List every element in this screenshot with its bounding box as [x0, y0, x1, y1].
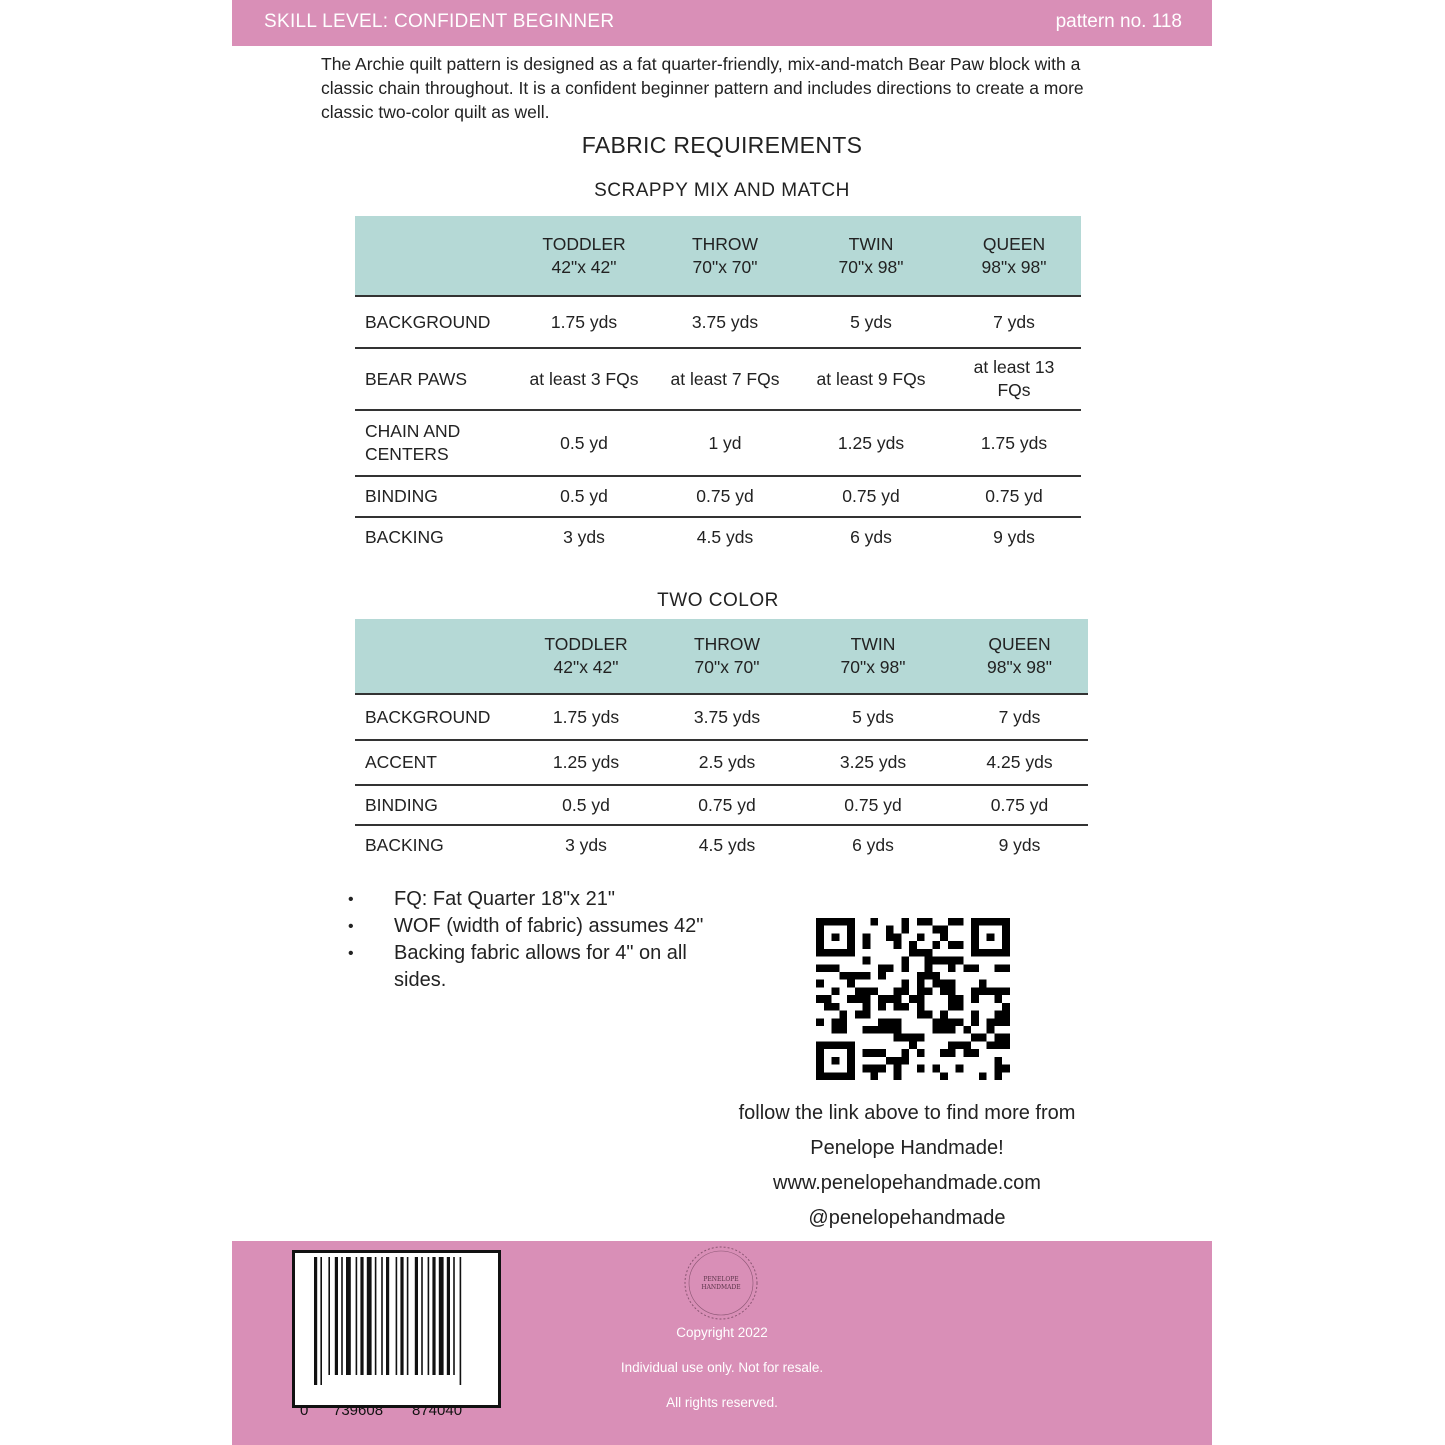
social-handle[interactable]: @penelopehandmade — [808, 1207, 1006, 1229]
table-cell: 1 yd — [655, 410, 795, 476]
table-cell: 4.5 yds — [696, 527, 754, 547]
two-color-requirements-table — [355, 619, 1088, 865]
svg-text:PENELOPE: PENELOPE — [703, 1276, 739, 1283]
table-cell: 9 yds — [993, 527, 1035, 547]
barcode-digit-group-1: 739608 — [333, 1402, 384, 1419]
table-header-row — [355, 619, 1088, 694]
table-row — [355, 517, 1081, 557]
row-label: BINDING — [355, 785, 513, 825]
table-cell: 0.75 yd — [951, 785, 1088, 825]
table-row — [355, 348, 1081, 410]
column-header-twin: TWIN 70"x 98" — [795, 216, 947, 296]
penelope-handmade-logo — [681, 1243, 761, 1323]
column-header-toddler: TODDLER 42"x 42" — [513, 216, 655, 296]
table-cell: 7 yds — [947, 296, 1081, 348]
column-header-queen: QUEEN 98"x 98" — [947, 216, 1081, 296]
table-row — [355, 296, 1081, 348]
usage-text: Individual use only. Not for resale. — [620, 1360, 824, 1375]
table-cell: at least 3 FQs — [513, 348, 655, 410]
rights-text: All rights reserved. — [666, 1395, 778, 1410]
table-cell: 1.25 yds — [513, 740, 659, 785]
corner-cell — [355, 216, 513, 296]
table-cell: 1.25 yds — [795, 410, 947, 476]
table-cell: 0.75 yd — [659, 785, 795, 825]
column-header-queen: QUEEN 98"x 98" — [951, 619, 1088, 694]
table-cell: 0.5 yd — [513, 476, 655, 517]
table-row — [355, 740, 1088, 785]
row-label: CHAIN AND CENTERS — [355, 410, 513, 476]
column-header-throw: THROW 70"x 70" — [655, 216, 795, 296]
barcode-digit-left: 0 — [300, 1402, 309, 1419]
table-cell: at least 9 FQs — [795, 348, 947, 410]
skill-level: SKILL LEVEL: CONFIDENT BEGINNER — [264, 11, 615, 32]
table-cell: 0.5 yd — [513, 410, 655, 476]
table-cell: 3.75 yds — [655, 296, 795, 348]
notes-list — [344, 886, 724, 994]
top-banner — [232, 0, 1212, 46]
table-cell: 0.5 yd — [513, 785, 659, 825]
table-cell: 3 yds — [563, 527, 605, 547]
table-row — [355, 825, 1088, 865]
table-cell: 9 yds — [998, 835, 1041, 855]
table-cell: 6 yds — [850, 527, 892, 547]
intro-paragraph: The Archie quilt pattern is designed as a fat quarter-friendly, mix-and-match Bear Paw block with a classic chain throughout. It is a confident beginner pattern and includes directions to create a more classic two-color quilt as well. — [321, 54, 1084, 122]
scrappy-requirements-table — [355, 216, 1081, 557]
table-cell: 1.75 yds — [513, 296, 655, 348]
column-header-twin: TWIN 70"x 98" — [795, 619, 951, 694]
table-cell: 3.25 yds — [795, 740, 951, 785]
row-label: BEAR PAWS — [355, 348, 513, 410]
copyright-text: Copyright 2022 — [676, 1325, 768, 1340]
list-item: • Backing fabric allows for 4" on all sides. — [344, 940, 724, 994]
table-cell: 7 yds — [951, 694, 1088, 740]
column-header-toddler: TODDLER 42"x 42" — [513, 619, 659, 694]
fabric-requirements-heading: FABRIC REQUIREMENTS — [581, 132, 863, 158]
table-cell: 3.75 yds — [659, 694, 795, 740]
table-row — [355, 476, 1081, 517]
table-header-row — [355, 216, 1081, 296]
footer-banner — [232, 1241, 1212, 1445]
follow-text: follow the link above to find more from — [738, 1102, 1076, 1124]
table-cell: 5 yds — [795, 296, 947, 348]
barcode — [292, 1250, 501, 1419]
table-row — [355, 785, 1088, 825]
row-label: BACKGROUND — [355, 694, 513, 740]
table-cell: 4.25 yds — [951, 740, 1088, 785]
table-cell: at least 7 FQs — [655, 348, 795, 410]
table-cell: 2.5 yds — [659, 740, 795, 785]
barcode-bars — [298, 1257, 495, 1385]
table-row — [355, 410, 1081, 476]
table-cell: 5 yds — [795, 694, 951, 740]
row-label: BACKING — [365, 527, 444, 547]
table-cell: 0.75 yd — [655, 476, 795, 517]
list-item: • WOF (width of fabric) assumes 42" — [344, 913, 724, 940]
table-cell: 0.75 yd — [795, 476, 947, 517]
table-cell: 6 yds — [852, 835, 894, 855]
corner-cell — [355, 619, 513, 694]
table-cell: 3 yds — [565, 835, 607, 855]
table-row — [355, 694, 1088, 740]
column-header-throw: THROW 70"x 70" — [659, 619, 795, 694]
brand-name-text: Penelope Handmade! — [810, 1137, 1004, 1159]
pattern-back-cover — [232, 0, 1212, 1445]
pattern-number: pattern no. 118 — [1055, 11, 1182, 32]
table-cell: 0.75 yd — [947, 476, 1081, 517]
table-cell: 1.75 yds — [513, 694, 659, 740]
table-cell: at least 13 FQs — [947, 348, 1081, 410]
follow-block — [702, 1096, 1112, 1236]
table-cell: 0.75 yd — [795, 785, 951, 825]
row-label: ACCENT — [355, 740, 513, 785]
row-label: BINDING — [355, 476, 513, 517]
qr-code[interactable] — [816, 918, 1010, 1080]
list-item: • FQ: Fat Quarter 18"x 21" — [344, 886, 724, 913]
two-color-heading: TWO COLOR — [657, 590, 779, 611]
barcode-digit-group-2: 874040 — [412, 1402, 463, 1419]
scrappy-heading: SCRAPPY MIX AND MATCH — [594, 180, 850, 201]
website-link[interactable]: www.penelopehandmade.com — [773, 1172, 1041, 1194]
table-cell: 4.5 yds — [698, 835, 756, 855]
table-cell: 1.75 yds — [947, 410, 1081, 476]
row-label: BACKGROUND — [355, 296, 513, 348]
row-label: BACKING — [365, 835, 444, 855]
svg-text:HANDMADE: HANDMADE — [701, 1284, 741, 1291]
